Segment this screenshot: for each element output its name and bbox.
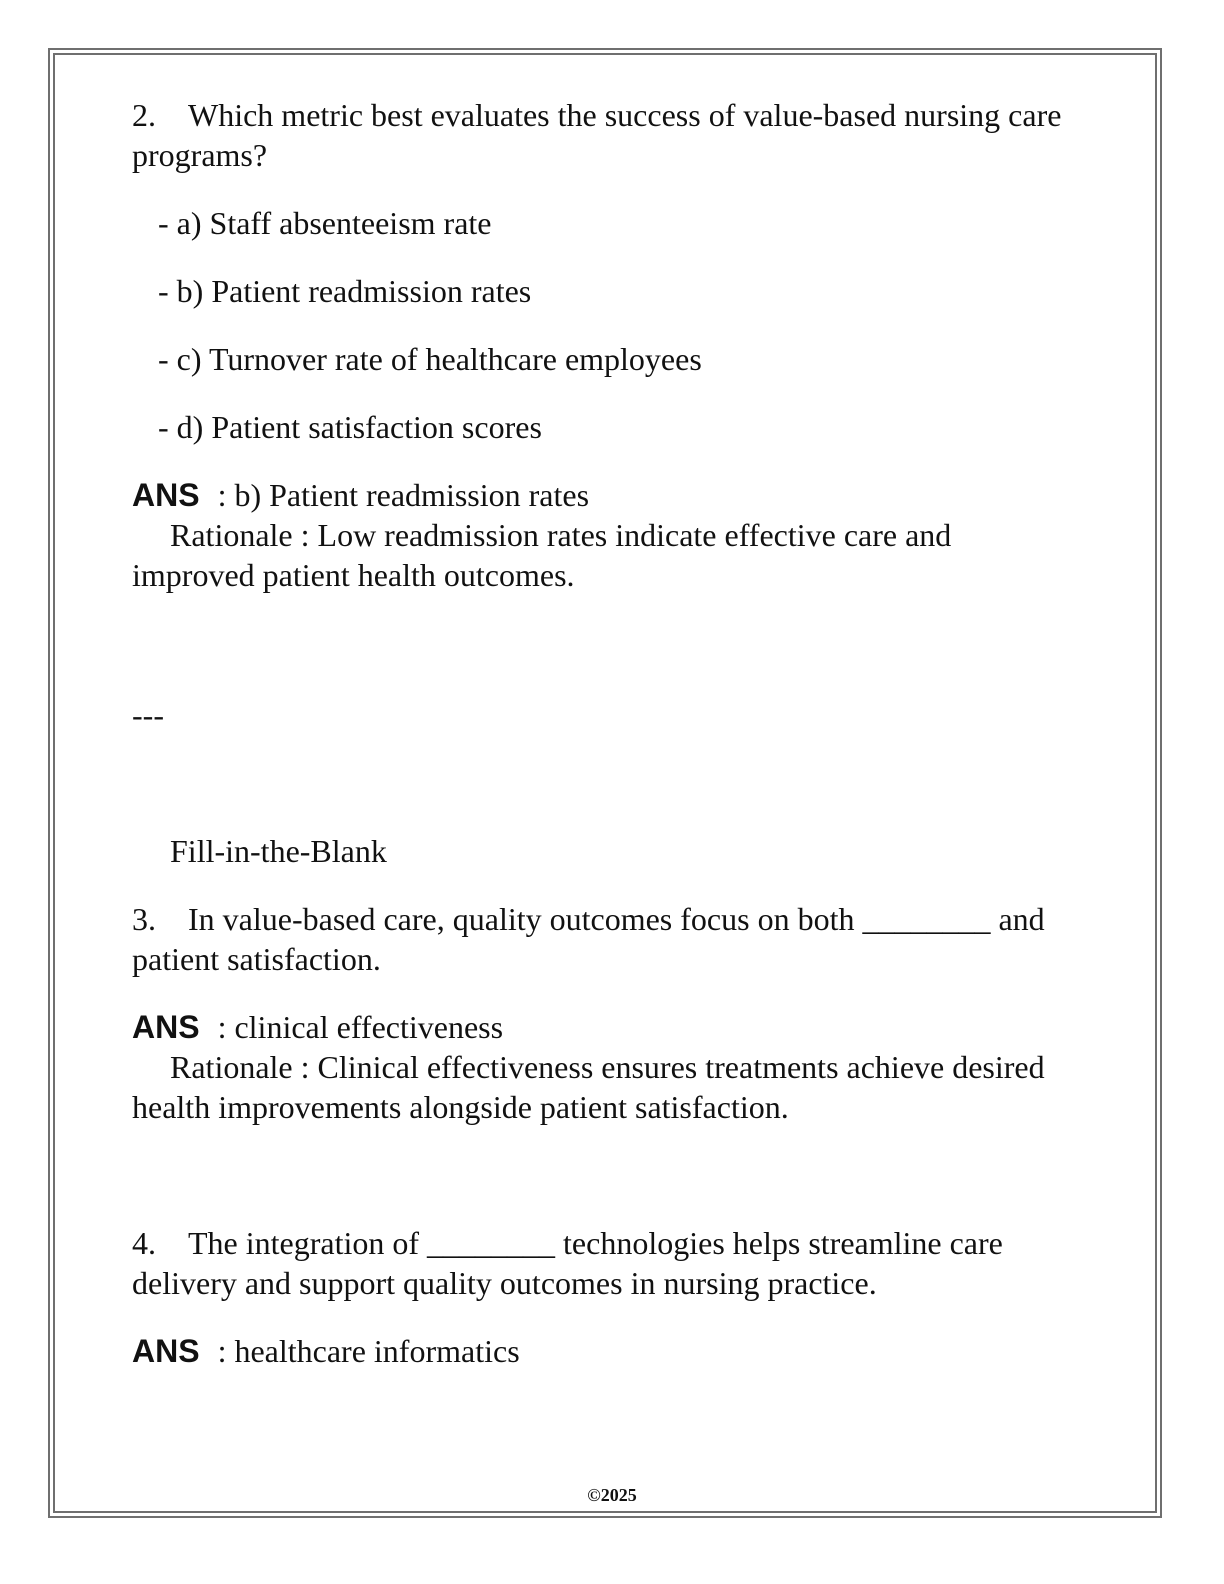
document-content [132, 95, 1072, 1371]
option-b: - b) Patient readmission rates [158, 273, 532, 309]
answer-line [132, 1007, 1072, 1047]
answer-line [132, 1331, 1072, 1371]
copyright-footer: ©2025 [587, 1485, 637, 1505]
option-a: - a) Staff absenteeism rate [158, 205, 492, 241]
question-number: 3. [132, 901, 156, 937]
answer-label: ANS [132, 477, 200, 513]
answer-options [132, 203, 1072, 447]
question-stem [132, 899, 1072, 979]
question-text: In value-based care, quality outcomes focus on both ________ and patient satisfaction. [132, 901, 1045, 977]
answer-label: ANS [132, 1333, 200, 1369]
option-d: - d) Patient satisfaction scores [158, 409, 542, 445]
question-stem [132, 1223, 1072, 1303]
question-number: 4. [132, 1225, 156, 1261]
question-number: 2. [132, 97, 156, 133]
rationale: Rationale : Clinical effectiveness ensures treatments achieve desired health improvements alongside patient satisfaction. [132, 1049, 1045, 1125]
answer-text: : clinical effectiveness [217, 1009, 504, 1045]
question-stem [132, 95, 1072, 175]
question-text: Which metric best evaluates the success of value-based nursing care programs? [132, 97, 1062, 173]
section-separator: --- [132, 697, 164, 733]
answer-text: : healthcare informatics [217, 1333, 520, 1369]
question-2 [132, 95, 1072, 595]
answer-text: : b) Patient readmission rates [217, 477, 590, 513]
section-title: Fill-in-the-Blank [170, 833, 387, 869]
question-3 [132, 899, 1072, 1127]
question-4 [132, 1223, 1072, 1371]
question-text: The integration of ________ technologies helps streamline care delivery and support quality outcomes in nursing practice. [132, 1225, 1003, 1301]
answer-label: ANS [132, 1009, 200, 1045]
rationale: Rationale : Low readmission rates indicate effective care and improved patient health outcomes. [132, 517, 952, 593]
answer-line [132, 475, 1072, 515]
option-c: - c) Turnover rate of healthcare employees [158, 341, 702, 377]
